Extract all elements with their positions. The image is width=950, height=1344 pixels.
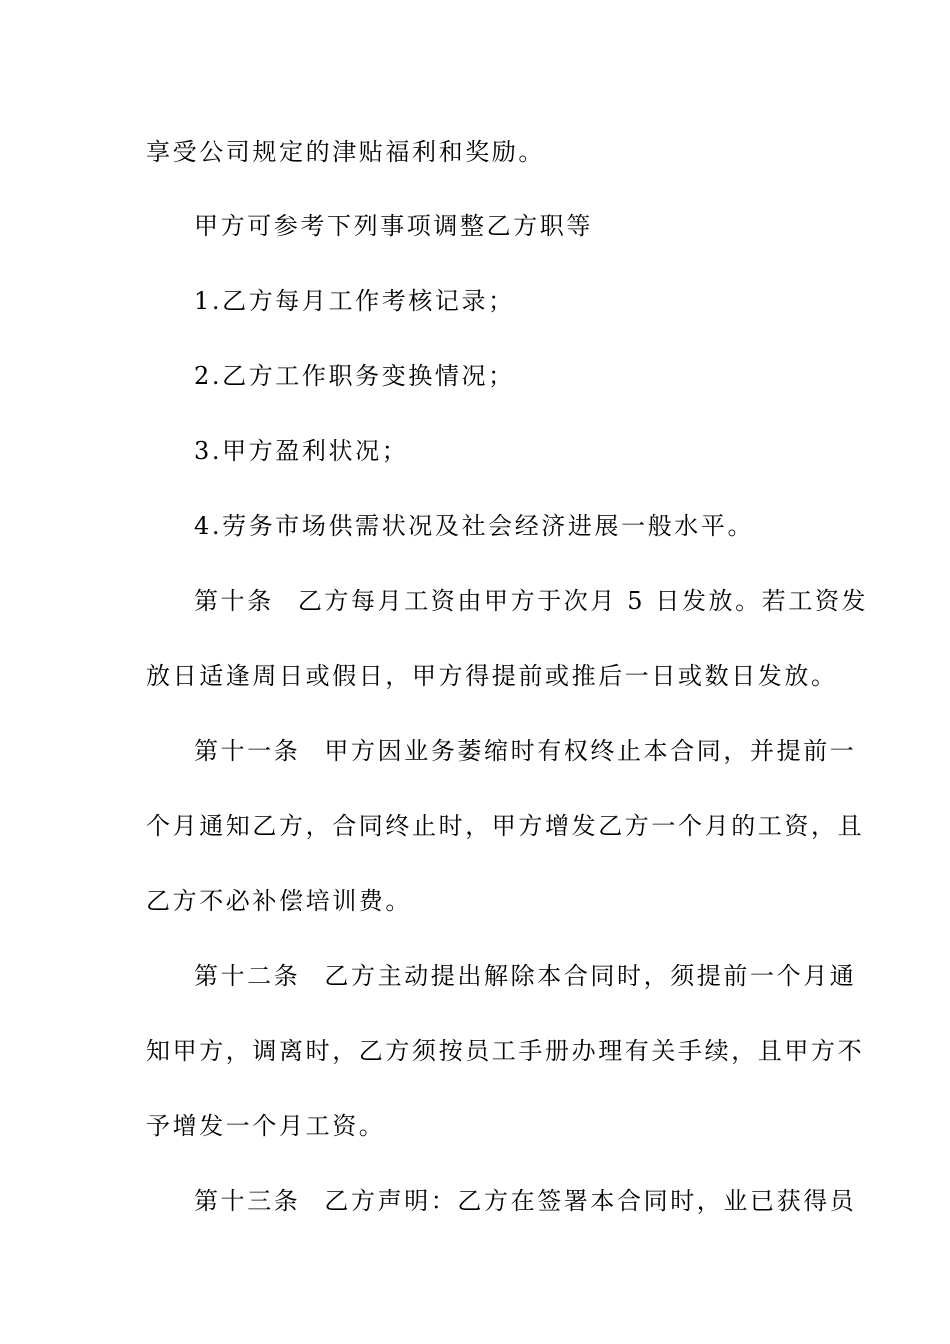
list-item: 2.乙方工作职务变换情况； xyxy=(194,362,515,390)
paragraph-line: 放日适逢周日或假日，甲方得提前或推后一日或数日发放。 xyxy=(146,662,838,690)
list-item: 4.劳务市场供需状况及社会经济进展一般水平。 xyxy=(194,512,755,540)
article-text: 乙方声明：乙方在签署本合同时，业已获得员 xyxy=(324,1187,857,1215)
paragraph-line: 享受公司规定的津贴福利和奖励。 xyxy=(146,138,545,166)
article-label: 第十一条 xyxy=(194,737,301,765)
article-12-line xyxy=(194,961,857,991)
list-item: 1.乙方每月工作考核记录； xyxy=(194,287,515,315)
paragraph-line: 甲方可参考下列事项调整乙方职等 xyxy=(194,212,593,240)
article-10-line xyxy=(194,586,869,616)
article-text: 甲方因业务萎缩时有权终止本合同，并提前一 xyxy=(324,737,857,765)
list-item: 3.甲方盈利状况； xyxy=(194,437,409,465)
paragraph-line: 个月通知乙方，合同终止时，甲方增发乙方一个月的工资，且 xyxy=(146,812,865,840)
paragraph-line: 予增发一个月工资。 xyxy=(146,1112,386,1140)
article-13-line xyxy=(194,1186,857,1216)
paragraph-line: 乙方不必补偿培训费。 xyxy=(146,887,412,915)
article-label: 第十二条 xyxy=(194,962,301,990)
paragraph-line: 知甲方，调离时，乙方须按员工手册办理有关手续，且甲方不 xyxy=(146,1037,865,1065)
article-text: 乙方每月工资由甲方于次月 5 日发放。若工资发 xyxy=(297,587,869,615)
article-text: 乙方主动提出解除本合同时，须提前一个月通 xyxy=(324,962,857,990)
article-11-line xyxy=(194,736,857,766)
article-label: 第十三条 xyxy=(194,1187,301,1215)
article-label: 第十条 xyxy=(194,587,274,615)
